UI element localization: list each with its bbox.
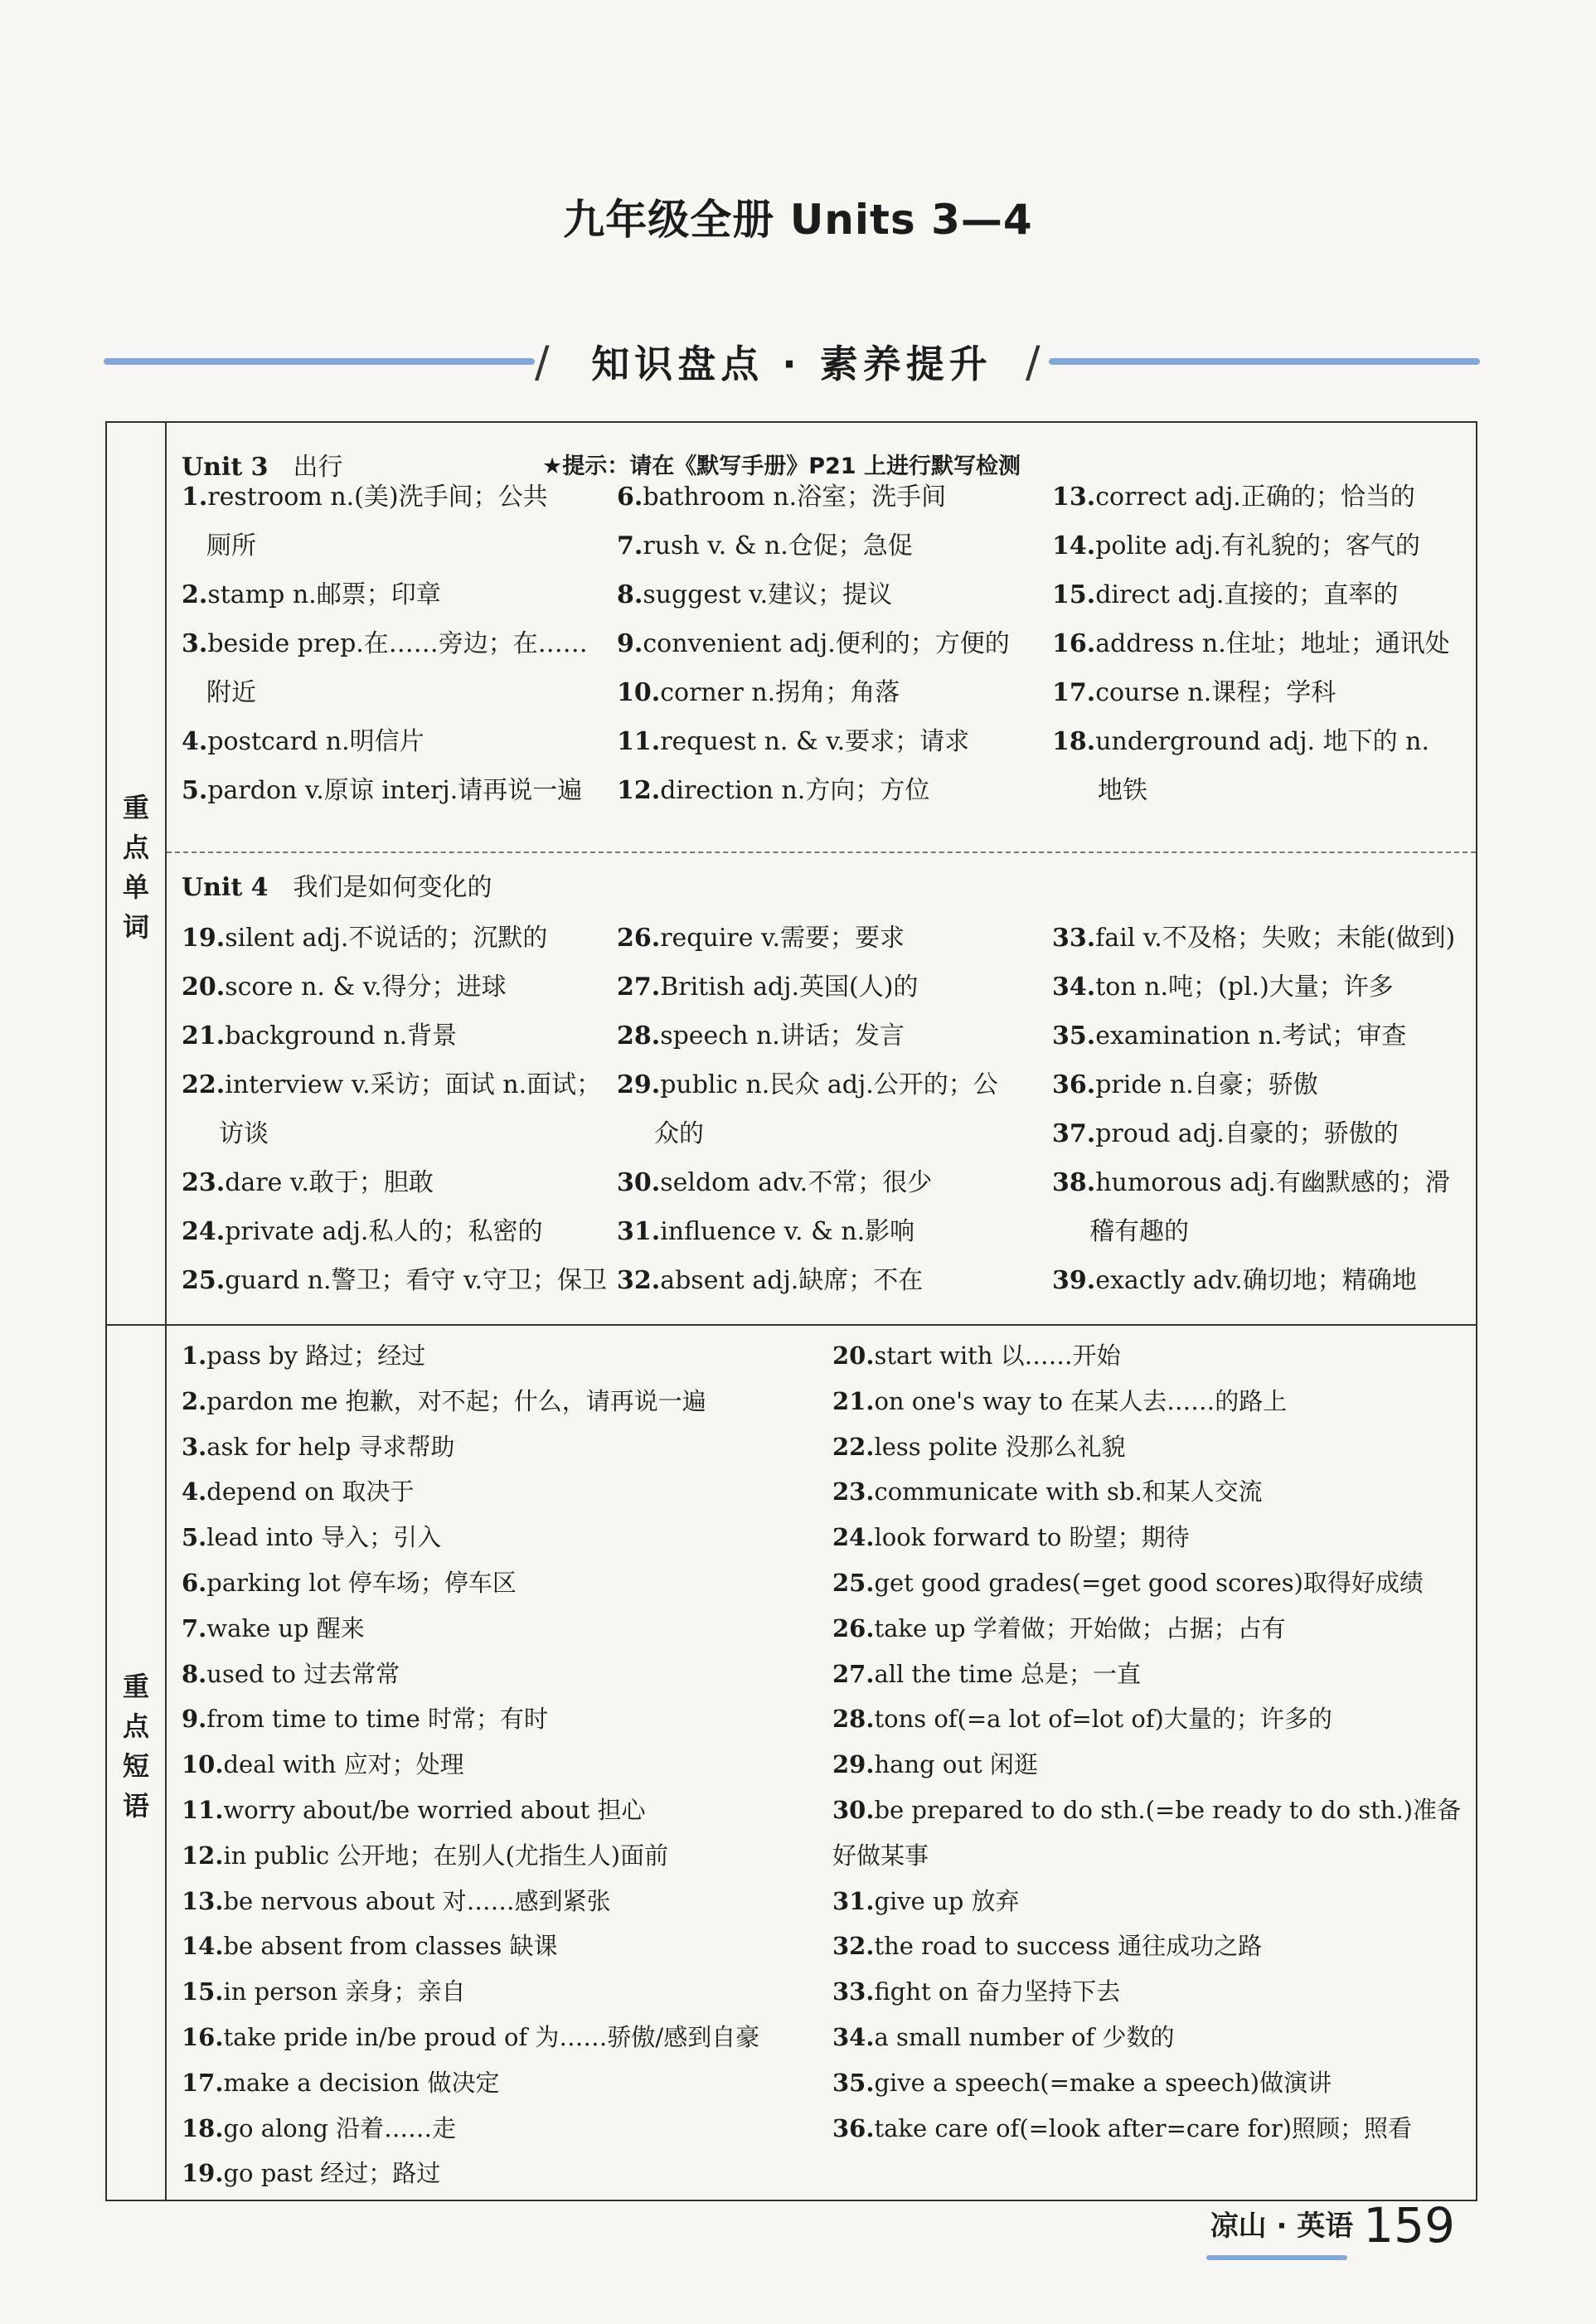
list-item: 4.depend on 取决于 bbox=[182, 1477, 415, 1506]
page-title: 九年级全册 Units 3—4 bbox=[563, 196, 1033, 244]
page-footer bbox=[1210, 2197, 1455, 2254]
list-item: 11.request n. & v.要求；请求 bbox=[617, 727, 970, 756]
list-item: 17.course n.课程；学科 bbox=[1052, 678, 1336, 707]
list-item: 10.corner n.拐角；角落 bbox=[617, 678, 900, 707]
list-item: 5.lead into 导入；引入 bbox=[182, 1523, 442, 1552]
list-item: 35.examination n.考试；审查 bbox=[1052, 1021, 1407, 1050]
list-item: 15.in person 亲身；亲自 bbox=[182, 1977, 466, 2006]
list-item: 38.humorous adj.有幽默感的；滑 bbox=[1052, 1168, 1450, 1197]
list-item: 21.background n.背景 bbox=[182, 1021, 458, 1050]
label-column-divider bbox=[165, 423, 167, 2200]
slash-right-icon: / bbox=[1026, 337, 1041, 387]
list-item: 13.be nervous about 对……感到紧张 bbox=[182, 1886, 611, 1915]
list-item: 23.communicate with sb.和某人交流 bbox=[832, 1477, 1263, 1506]
unit3-heading: Unit 3 出行 bbox=[182, 453, 343, 482]
list-item: 20.score n. & v.得分；进球 bbox=[182, 973, 507, 1002]
list-item: 22.less polite 没那么礼貌 bbox=[832, 1432, 1126, 1461]
list-item: 30.be prepared to do sth.(=be ready to do sth.)准备 bbox=[832, 1795, 1462, 1824]
list-item: 36.pride n.自豪；骄傲 bbox=[1052, 1070, 1318, 1099]
list-item: 19.silent adj.不说话的；沉默的 bbox=[182, 924, 548, 953]
list-item: 8.suggest v.建议；提议 bbox=[617, 580, 893, 609]
list-item: 28.speech n.讲话；发言 bbox=[617, 1021, 905, 1050]
unit4-col-2 bbox=[617, 914, 1031, 1305]
list-item: 21.on one's way to 在某人去……的路上 bbox=[832, 1386, 1288, 1415]
unit-dashed-divider bbox=[167, 851, 1476, 853]
list-item: 22.interview v.采访；面试 n.面试； bbox=[182, 1070, 602, 1099]
list-item: 37.proud adj.自豪的；骄傲的 bbox=[1052, 1119, 1399, 1148]
list-item: 1.restroom n.(美)洗手间；公共 bbox=[182, 483, 548, 512]
list-item: 10.deal with 应对；处理 bbox=[182, 1750, 464, 1779]
footer-accent-line bbox=[1206, 2255, 1347, 2260]
section-divider bbox=[107, 1324, 1476, 1326]
list-item: 24.look forward to 盼望；期待 bbox=[832, 1523, 1190, 1552]
list-item: 13.correct adj.正确的；恰当的 bbox=[1052, 483, 1415, 512]
list-item: 34.ton n.吨；(pl.)大量；许多 bbox=[1052, 973, 1394, 1002]
list-item: 6.bathroom n.浴室；洗手间 bbox=[617, 483, 947, 512]
content-frame bbox=[105, 421, 1477, 2201]
list-item: 31.give up 放弃 bbox=[832, 1886, 1020, 1915]
list-item: 3.ask for help 寻求帮助 bbox=[182, 1432, 455, 1461]
list-item: 7.rush v. & n.仓促；急促 bbox=[617, 531, 913, 560]
list-item: 1.pass by 路过；经过 bbox=[182, 1342, 426, 1370]
slash-left-icon: / bbox=[535, 337, 550, 387]
banner-line-right bbox=[1049, 358, 1480, 365]
list-item: 35.give a speech(=make a speech)做演讲 bbox=[832, 2068, 1332, 2097]
list-item: 25.get good grades(=get good scores)取得好成绩 bbox=[832, 1568, 1424, 1597]
banner-text: 知识盘点 · 素养提升 bbox=[591, 342, 992, 386]
list-item: 11.worry about/be worried about 担心 bbox=[182, 1795, 646, 1824]
banner-line-left bbox=[104, 358, 535, 365]
list-item: 24.private adj.私人的；私密的 bbox=[182, 1217, 543, 1246]
list-item: 36.take care of(=look after=care for)照顾；照看 bbox=[832, 2113, 1413, 2142]
list-item: 28.tons of(=a lot of=lot of)大量的；许多的 bbox=[832, 1705, 1332, 1734]
list-item: 26.require v.需要；要求 bbox=[617, 924, 905, 953]
list-item: 34.a small number of 少数的 bbox=[832, 2022, 1175, 2051]
list-item: 好做某事 bbox=[832, 1841, 929, 1870]
list-item: 33.fight on 奋力坚持下去 bbox=[832, 1977, 1121, 2006]
list-item: 2.pardon me 抱歉，对不起；什么，请再说一遍 bbox=[182, 1386, 706, 1415]
list-item: 31.influence v. & n.影响 bbox=[617, 1217, 915, 1246]
unit4-col-1 bbox=[182, 914, 613, 1305]
list-item: 稽有趣的 bbox=[1089, 1217, 1189, 1246]
list-item: 29.public n.民众 adj.公开的；公 bbox=[617, 1070, 998, 1099]
section-banner bbox=[104, 327, 1480, 394]
list-item: 18.underground adj. 地下的 n. bbox=[1052, 727, 1429, 756]
dictation-hint: ★提示：请在《默写手册》P21 上进行默写检测 bbox=[542, 454, 1021, 479]
list-item: 27.British adj.英国(人)的 bbox=[617, 973, 919, 1002]
list-item: 39.exactly adv.确切地；精确地 bbox=[1052, 1266, 1417, 1295]
list-item: 7.wake up 醒来 bbox=[182, 1613, 365, 1642]
list-item: 6.parking lot 停车场；停车区 bbox=[182, 1568, 517, 1597]
unit3-col-2 bbox=[617, 473, 1031, 815]
list-item: 2.stamp n.邮票；印章 bbox=[182, 580, 441, 609]
footer-label: 凉山 · 英语 bbox=[1210, 2210, 1354, 2243]
list-item: 3.beside prep.在……旁边；在…… bbox=[182, 629, 588, 658]
list-item: 16.take pride in/be proud of 为……骄傲/感到自豪 bbox=[182, 2022, 760, 2051]
list-item: 32.absent adj.缺席；不在 bbox=[617, 1266, 924, 1295]
section-label-key-words: 重 点 单 词 bbox=[122, 792, 149, 943]
list-item: 33.fail v.不及格；失败；未能(做到) bbox=[1052, 924, 1456, 953]
list-item: 20.start with 以……开始 bbox=[832, 1342, 1121, 1370]
list-item: 23.dare v.敢于；胆敢 bbox=[182, 1168, 434, 1197]
list-item: 厕所 bbox=[206, 531, 256, 560]
phrases-right-col bbox=[832, 1333, 1471, 2151]
list-item: 18.go along 沿着……走 bbox=[182, 2113, 457, 2142]
list-item: 12.direction n.方向；方位 bbox=[617, 776, 930, 805]
unit3-col-3 bbox=[1052, 473, 1467, 815]
list-item: 26.take up 学着做；开始做；占据；占有 bbox=[832, 1613, 1286, 1642]
list-item: 附近 bbox=[206, 678, 256, 707]
phrases-left-col bbox=[182, 1333, 828, 2196]
list-item: 8.used to 过去常常 bbox=[182, 1659, 400, 1688]
list-item: 32.the road to success 通往成功之路 bbox=[832, 1932, 1263, 1961]
list-item: 众的 bbox=[654, 1119, 704, 1148]
list-item: 16.address n.住址；地址；通讯处 bbox=[1052, 629, 1450, 658]
list-item: 19.go past 经过；路过 bbox=[182, 2159, 441, 2188]
list-item: 9.from time to time 时常；有时 bbox=[182, 1705, 549, 1734]
list-item: 访谈 bbox=[219, 1119, 269, 1148]
list-item: 9.convenient adj.便利的；方便的 bbox=[617, 629, 1010, 658]
list-item: 5.pardon v.原谅 interj.请再说一遍 bbox=[182, 776, 583, 805]
list-item: 14.be absent from classes 缺课 bbox=[182, 1932, 558, 1961]
unit4-heading: Unit 4 我们是如何变化的 bbox=[182, 873, 492, 902]
list-item: 4.postcard n.明信片 bbox=[182, 727, 424, 756]
list-item: 17.make a decision 做决定 bbox=[182, 2068, 500, 2097]
unit3-col-1 bbox=[182, 473, 613, 815]
list-item: 30.seldom adv.不常；很少 bbox=[617, 1168, 933, 1197]
list-item: 15.direct adj.直接的；直率的 bbox=[1052, 580, 1399, 609]
list-item: 25.guard n.警卫；看守 v.守卫；保卫 bbox=[182, 1266, 608, 1295]
list-item: 14.polite adj.有礼貌的；客气的 bbox=[1052, 531, 1420, 560]
unit4-col-3 bbox=[1052, 914, 1467, 1305]
list-item: 12.in public 公开地；在别人(尤指生人)面前 bbox=[182, 1841, 669, 1870]
list-item: 27.all the time 总是；一直 bbox=[832, 1659, 1142, 1688]
page-number: 159 bbox=[1363, 2197, 1455, 2254]
list-item: 29.hang out 闲逛 bbox=[832, 1750, 1038, 1779]
list-item: 地铁 bbox=[1098, 776, 1147, 805]
section-label-key-phrases: 重 点 短 语 bbox=[122, 1671, 149, 1822]
